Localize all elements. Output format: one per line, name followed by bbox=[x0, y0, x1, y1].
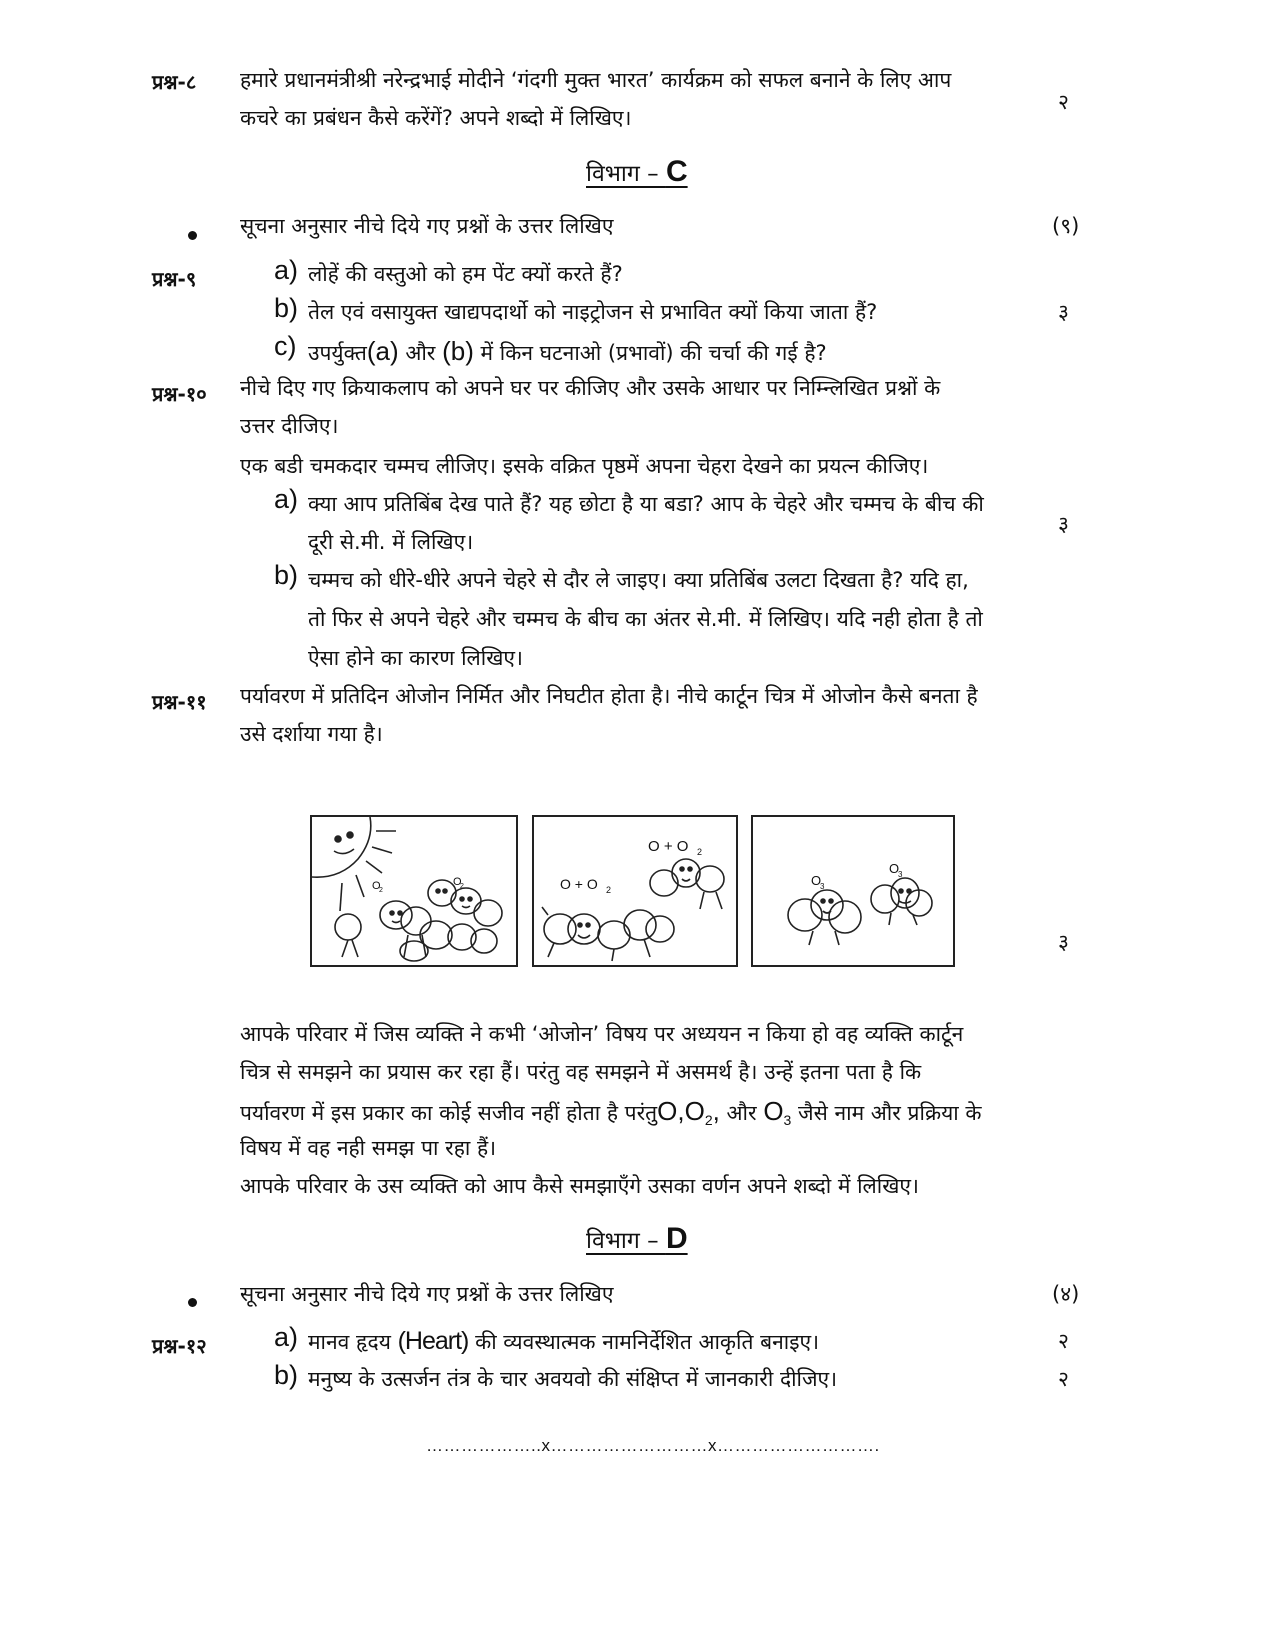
question-9-part-c bbox=[308, 336, 827, 367]
question-9-part-b: तेल एवं वसायुक्त खाद्यपदार्थो को नाइट्रोजन से प्रभावित क्यों किया जाता हैं? bbox=[308, 300, 878, 324]
question-10-part-b-line-3: ऐसा होने का कारण लिखिए। bbox=[308, 646, 523, 670]
oxygen-label-1: O bbox=[372, 880, 381, 892]
section-c-total-marks: (९) bbox=[1052, 214, 1080, 238]
end-of-paper-separator: ………………..x………………………x………………………. bbox=[426, 1436, 880, 1455]
section-d-total-marks: (४) bbox=[1052, 1282, 1080, 1306]
question-8-label: प्रश्न-८ bbox=[152, 70, 197, 94]
question-8-line-1: हमारे प्रधानमंत्रीश्री नरेन्द्रभाई मोदीने ‘गंदगी मुक्त भारत’ कार्यक्रम को सफल बनाने के लिए आप bbox=[240, 68, 952, 92]
question-12-part-b-marks: २ bbox=[1058, 1367, 1069, 1391]
section-c-instruction: सूचना अनुसार नीचे दिये गए प्रश्नों के उत्तर लिखिए bbox=[240, 214, 614, 238]
question-11-paragraph-line-3 bbox=[240, 1096, 982, 1128]
section-d-instruction: सूचना अनुसार नीचे दिये गए प्रश्नों के उत्तर लिखिए bbox=[240, 1282, 614, 1306]
sun-and-oxygen-illustration bbox=[312, 817, 516, 965]
equation-top-sub: 2 bbox=[697, 847, 703, 857]
heart-term: (Heart) bbox=[397, 1327, 469, 1355]
question-12-part-a-text: मानव हृदय bbox=[308, 1330, 391, 1354]
question-12-label: प्रश्न-१२ bbox=[152, 1334, 207, 1358]
paragraph-text: पर्यावरण में इस प्रकार का कोई सजीव नहीं होता है परंतु bbox=[240, 1101, 658, 1125]
ref-b: (b) bbox=[442, 336, 474, 366]
ref-a: (a) bbox=[366, 336, 399, 366]
paragraph-text-rest: जैसे नाम और प्रक्रिया के bbox=[798, 1101, 982, 1125]
question-12-part-a bbox=[308, 1327, 819, 1356]
question-11-paragraph-line-4: विषय में वह नही समझ पा रहा हैं। bbox=[240, 1136, 497, 1160]
question-12-part-a-marks: २ bbox=[1058, 1329, 1069, 1353]
section-heading-prefix: विभाग – bbox=[586, 1228, 666, 1254]
cartoon-panel-3 bbox=[751, 815, 955, 967]
equation-left-sub: 2 bbox=[606, 885, 612, 895]
question-12-part-b: मनुष्य के उत्सर्जन तंत्र के चार अवयवो की संक्षिप्त में जानकारी दीजिए। bbox=[308, 1367, 838, 1391]
question-9-marks: ३ bbox=[1058, 300, 1069, 324]
question-11-paragraph-line-1: आपके परिवार में जिस व्यक्ति ने कभी ‘ओजोन’ विषय पर अध्ययन न किया हो वह व्यक्ति कार्टून bbox=[240, 1022, 964, 1046]
question-8-line-2: कचरे का प्रबंधन कैसे करेंगें? अपने शब्दो में लिखिए। bbox=[240, 106, 632, 130]
equation-left: O + O bbox=[560, 876, 598, 892]
question-11-line-1: पर्यावरण में प्रतिदिन ओजोन निर्मित और निघटीत होता है। नीचे कार्टून चित्र में ओजोन कैसे बनता है bbox=[240, 684, 978, 708]
section-letter: D bbox=[665, 1222, 688, 1255]
ozone-label-2-sub: 3 bbox=[898, 870, 903, 879]
question-9-part-c-text: उपर्युक्त bbox=[308, 341, 367, 365]
option-b-marker: b) bbox=[274, 1360, 299, 1390]
question-12-part-a-rest: की व्यवस्थात्मक नामनिर्देशित आकृति बनाइए। bbox=[475, 1330, 820, 1354]
question-11-label: प्रश्न-११ bbox=[152, 690, 207, 714]
bullet-icon bbox=[188, 1298, 197, 1307]
ozone-symbol: O bbox=[763, 1096, 784, 1126]
question-10-line-3: एक बडी चमकदार चम्मच लीजिए। इसके वक्रित पृष्ठमें अपना चेहरा देखने का प्रयत्न कीजिए। bbox=[240, 454, 929, 478]
ozone-label-1: O bbox=[811, 873, 822, 888]
question-10-part-b-line-2: तो फिर से अपने चेहरे और चम्मच के बीच का अंतर से.मी. में लिखिए। यदि नही होता है तो bbox=[308, 607, 983, 631]
question-9-part-c-rest: में किन घटनाओ (प्रभावों) की चर्चा की गई है? bbox=[480, 341, 827, 365]
oxygen-atom-symbol: O, bbox=[657, 1096, 685, 1126]
oxygen-molecule-symbol: O bbox=[684, 1096, 705, 1126]
question-10-label: प्रश्न-१० bbox=[152, 382, 207, 406]
oxygen-combining-illustration bbox=[534, 817, 736, 965]
cartoon-panel-2 bbox=[532, 815, 738, 967]
option-c-marker: c) bbox=[274, 331, 297, 361]
symbol-comma: , bbox=[712, 1096, 720, 1126]
question-10-line-1: नीचे दिए गए क्रियाकलाप को अपने घर पर कीजिए और उसके आधार पर निम्न्लिखित प्रश्नों के bbox=[240, 376, 941, 400]
ozone-molecules-illustration bbox=[753, 817, 953, 965]
ozone-label-1-sub: 3 bbox=[820, 882, 825, 891]
ozone-subscript: 3 bbox=[783, 1112, 792, 1129]
cartoon-panel-1 bbox=[310, 815, 518, 967]
question-9-label: प्रश्न-९ bbox=[152, 267, 197, 291]
question-11-paragraph-line-2: चित्र से समझने का प्रयास कर रहा हैं। परंतु वह समझने में असमर्थ है। उन्हें इतना पता है कि bbox=[240, 1060, 922, 1084]
option-b-marker: b) bbox=[274, 293, 299, 323]
ozone-label-2: O bbox=[889, 861, 900, 876]
section-heading-prefix: विभाग – bbox=[586, 161, 666, 187]
section-letter: C bbox=[665, 155, 688, 188]
question-11-paragraph-line-5: आपके परिवार के उस व्यक्ति को आप कैसे समझाएँगे उसका वर्णन अपने शब्दो में लिखिए। bbox=[240, 1174, 919, 1198]
option-a-marker: a) bbox=[274, 484, 299, 514]
question-10-line-2: उत्तर दीजिए। bbox=[240, 414, 339, 438]
bullet-icon bbox=[188, 231, 197, 240]
paragraph-and: और bbox=[726, 1101, 757, 1125]
question-8-marks: २ bbox=[1058, 90, 1069, 114]
equation-top: O + O bbox=[648, 838, 689, 855]
oxygen-label-1-sub: 2 bbox=[379, 887, 383, 894]
question-11-line-2: उसे दर्शाया गया है। bbox=[240, 722, 383, 746]
oxygen-molecule-subscript: 2 bbox=[704, 1112, 713, 1129]
section-c-heading bbox=[586, 155, 688, 189]
question-11-marks: ३ bbox=[1058, 930, 1069, 954]
question-10-part-a-line-2: दूरी से.मी. में लिखिए। bbox=[308, 530, 474, 554]
option-a-marker: a) bbox=[274, 1322, 299, 1352]
option-b-marker: b) bbox=[274, 560, 299, 590]
question-10-part-b-line-1: चम्मच को धीरे-धीरे अपने चेहरे से दौर ले जाइए। क्या प्रतिबिंब उलटा दिखता है? यदि हा, bbox=[308, 568, 969, 592]
question-10-part-a-line-1: क्या आप प्रतिबिंब देख पाते हैं? यह छोटा है या बडा? आप के चेहरे और चम्मच के बीच की bbox=[308, 492, 984, 516]
question-9-part-c-and: और bbox=[405, 341, 436, 365]
oxygen-label-2-sub: 2 bbox=[460, 883, 464, 890]
section-d-heading bbox=[586, 1222, 688, 1256]
option-a-marker: a) bbox=[274, 255, 299, 285]
question-10-marks: ३ bbox=[1058, 512, 1069, 536]
question-9-part-a: लोहें की वस्तुओ को हम पेंट क्यों करते हैं? bbox=[308, 262, 623, 286]
oxygen-label-2: O bbox=[453, 876, 462, 888]
